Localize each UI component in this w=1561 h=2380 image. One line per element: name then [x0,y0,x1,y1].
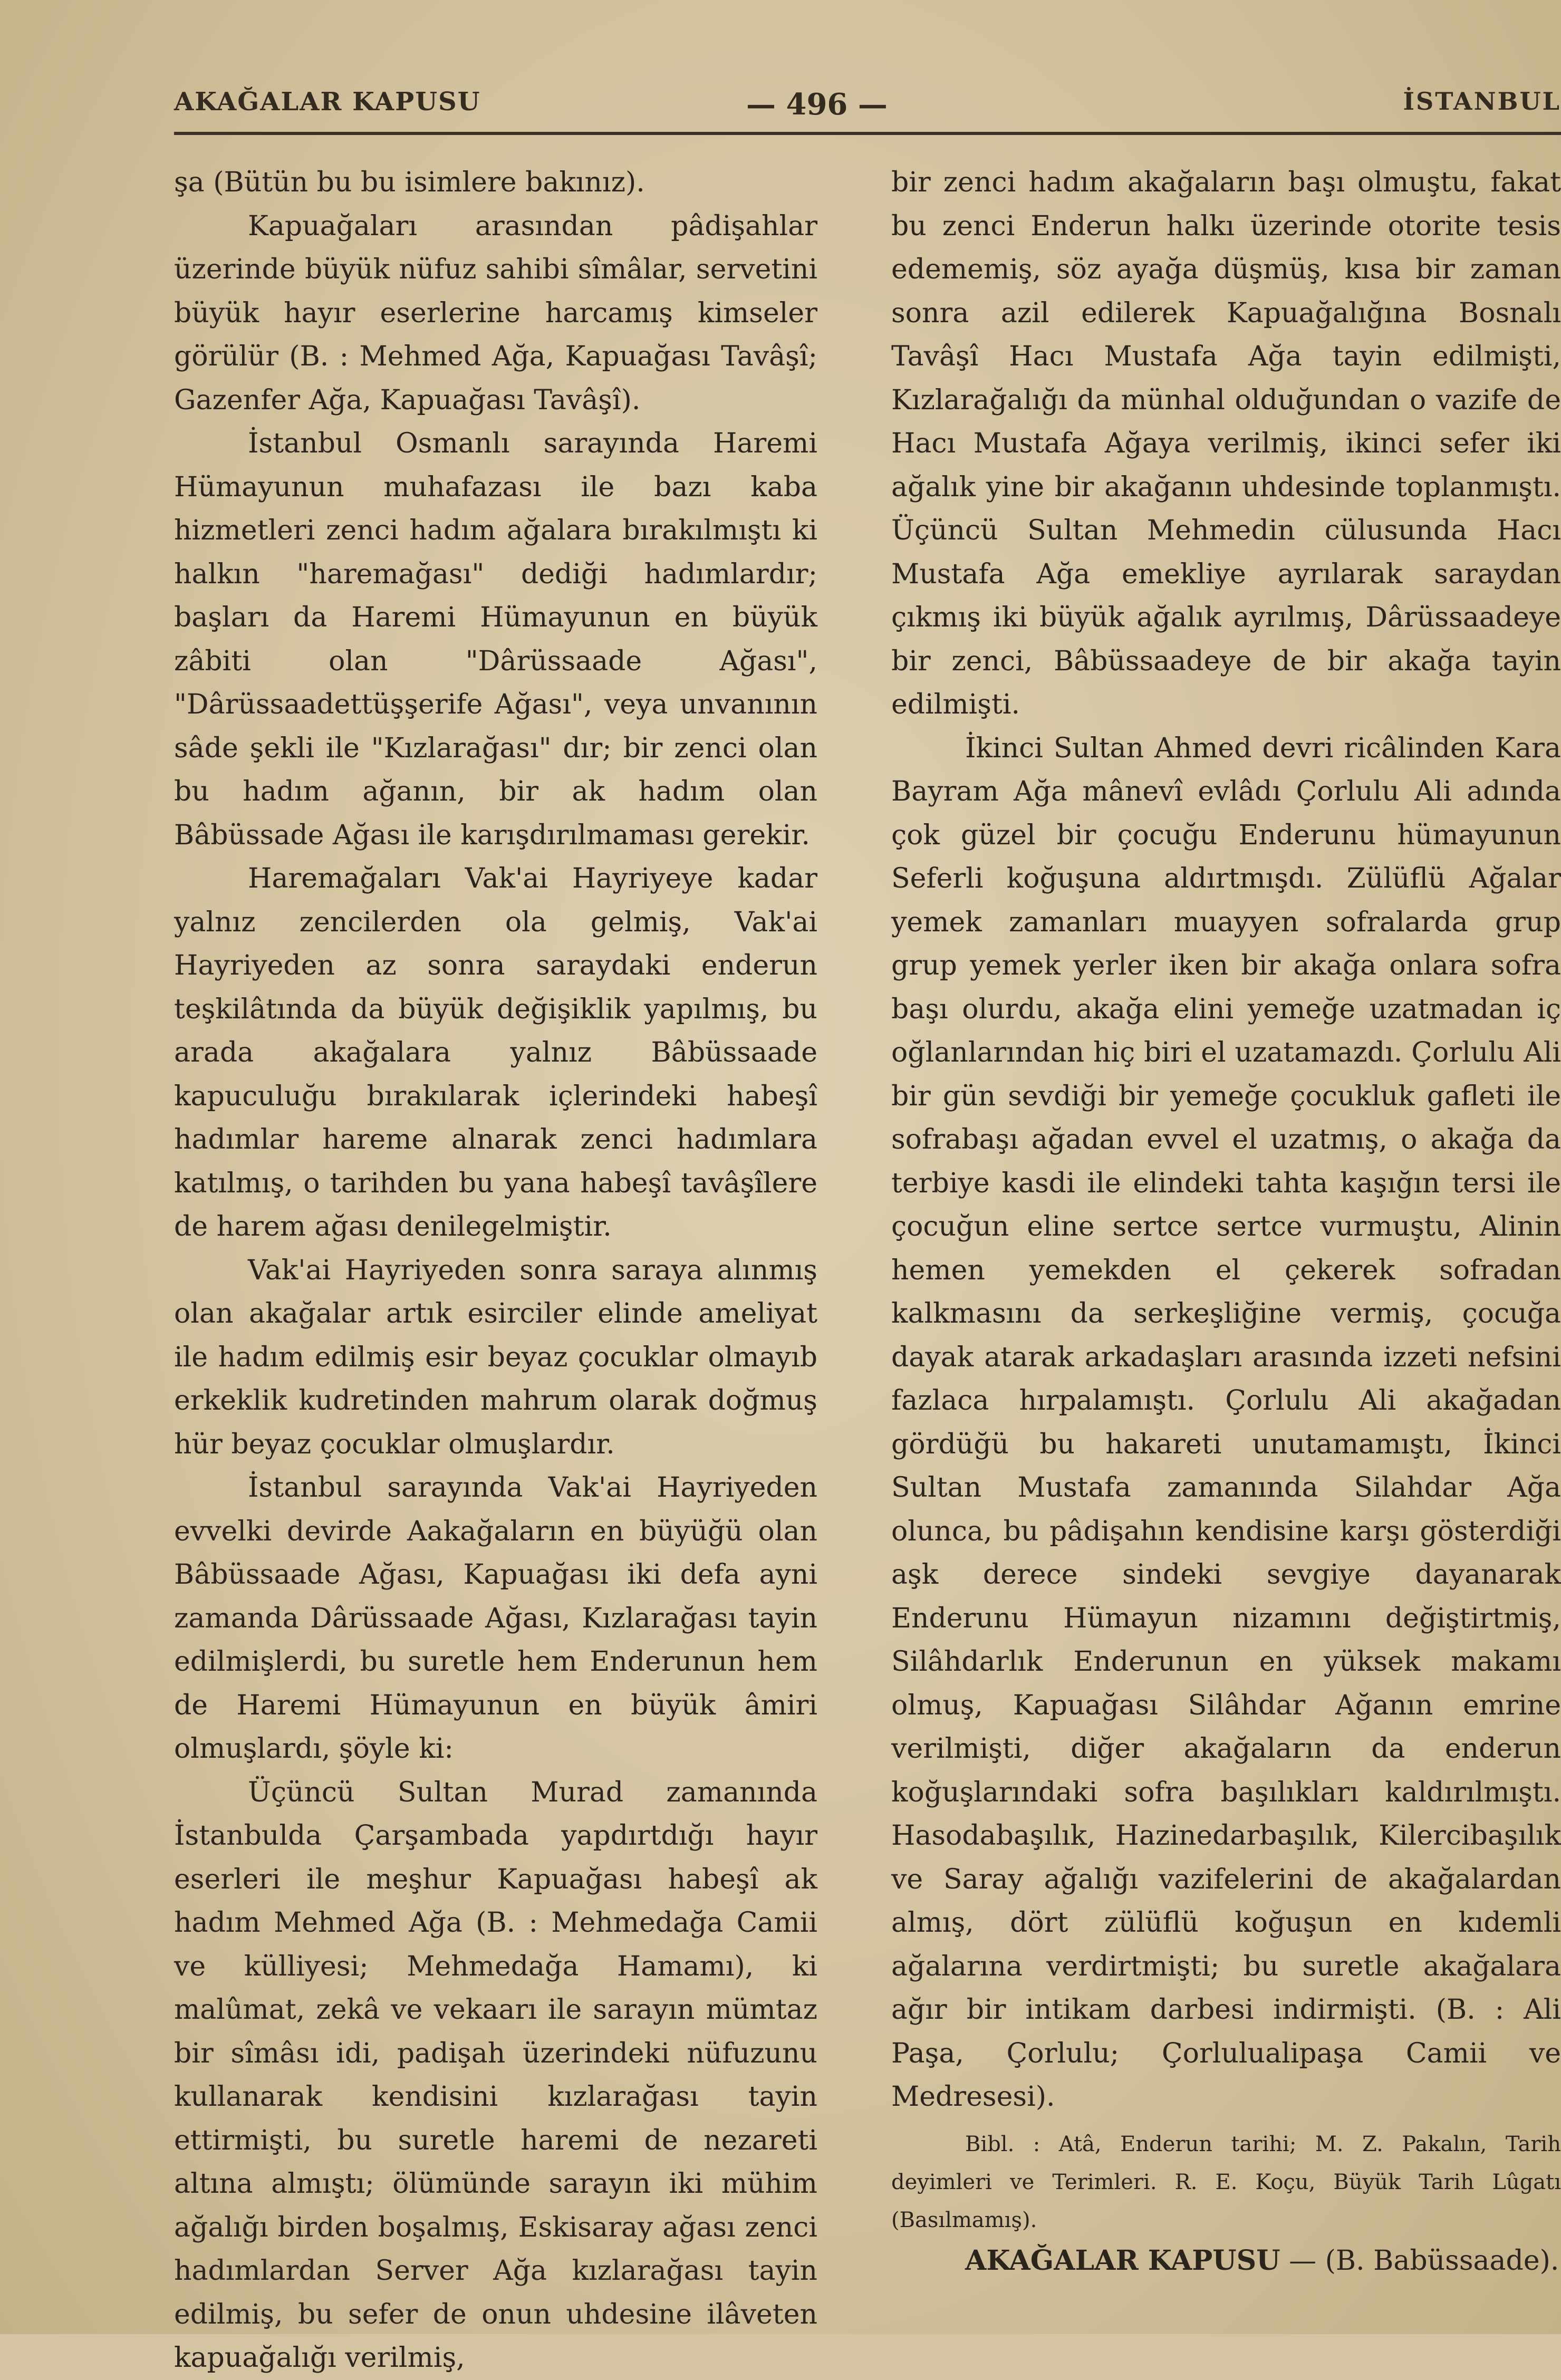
entry-text: — (B. Babüssaade). [1280,2244,1559,2277]
paragraph: şa (Bütün bu bu isimlere bakınız). [174,167,645,198]
entry-title: AKAĞALAR KAPUSU [965,2244,1280,2277]
running-head-right: İSTANBUL [1403,87,1561,115]
paragraph: İstanbul sarayında Vak'ai Hayriyeden evvelki devirde Aakağaların en büyüğü olan Bâbüssaade Ağası, Kapuağası iki defa ayni zamanda Dârüssaade Ağası, Kızlarağası tayin edilmişlerdi, bu suretle hem Enderunun hem de Haremi Hümayunun en büyük âmiri olmuşlardı, şöyle ki: [174,1472,817,1765]
page-number: — 496 — [746,87,888,122]
paragraph: Haremağaları Vak'ai Hayriyeye kadar yalnız zencilerden ola gelmiş, Vak'ai Hayriyeden az sonra saraydaki enderun teşkilâtında da büyük değişiklik yapılmış, bu arada akağalara yalnız Bâbüssaade kapuculuğu bırakılarak içlerindeki habeşî hadımlar hareme alnarak zenci hadımlara katılmış, o tarihden bu yana habeşî tavâşîlere de harem ağası denilegelmiştir. [174,863,817,1242]
paragraph: Kapuağaları arasından pâdişahlar üzerinde büyük nüfuz sahibi sîmâlar, servetini büyük hayır eserlerine harcamış kimseler görülür (B. : Mehmed Ağa, Kapuağası Tavâşî; Gazenfer Ağa, Kapuağası Tavâşî). [174,210,817,416]
paragraph: bir zenci hadım akağaların başı olmuştu, fakat bu zenci Enderun halkı üzerinde otorite tesis edememiş, söz ayağa düşmüş, kısa bir zaman sonra azil edilerek Kapuağalığına Bosnalı Tavâşî Hacı Mustafa Ağa tayin edilmişti, Kızlarağalığı da münhal olduğundan o vazife de Hacı Mustafa Ağaya verilmiş, ikinci sefer iki ağalık yine bir akağanın uhdesinde toplanmıştı. Üçüncü Sultan Mehmedin cülusunda Hacı Mustafa Ağa emekliye ayrılarak saraydan çıkmış iki büyük ağalık ayrılmış, Dârüssaadeye bir zenci, Bâbüssaadeye de bir akağa tayin edilmişti. [891,167,1561,720]
paragraph: İkinci Sultan Ahmed devri ricâlinden Kara Bayram Ağa mânevî evlâdı Çorlulu Ali adında çok güzel bir çocuğu Enderunu hümayunun Seferli koğuşuna aldırtmışdı. Zülüflü Ağalar yemek zamanları muayyen sofralarda grup grup yemek yerler iken bir akağa onlara sofra başı olurdu, akağa elini yemeğe uzatmadan iç oğlanlarından hiç biri el uzatamazdı. Çorlulu Ali bir gün sevdiği bir yemeğe çocukluk gafleti ile sofrabaşı ağadan evvel el uzatmış, o akağa da terbiye kasdi ile elindeki tahta kaşığın tersi ile çocuğun eline sertce sertce vurmuştu, Alinin hemen yemekden el çekerek sofradan kalkmasını da serkeşliğine vermiş, çocuğa dayak atarak arkadaşları arasında izzeti nefsini fazlaca hırpalamıştı. Çorlulu Ali akağadan gördüğü bu hakareti unutamamıştı, İkinci Sultan Mustafa zamanında Silahdar Ağa olunca, bu pâdişahın kendisine karşı gösterdiği aşk derece sindeki sevgiye dayanarak Enderunu Hümayun nizamını değiştirtmiş, Silâhdarlık Enderunun en yüksek makamı olmuş, Kapuağası Silâhdar Ağanın emrine verilmişti, diğer akağaların da enderun koğuşlarındaki sofra başılıkları kaldırılmıştı. Hasodabaşılık, Hazinedarbaşılık, Kilercibaşılık ve Saray ağalığı vazifelerini de akağalardan almış, dört zülüflü koğuşun en kıdemli ağalarına verdirtmişti; bu suretle akağalara ağır bir intikam darbesi indirmişti. (B. : Ali Paşa, Çorlulu; Çorlulualipaşa Camii ve Medresesi). [891,732,1561,2113]
paragraph: Üçüncü Sultan Murad zamanında İstanbulda Çarşambada yapdırtdığı hayır eserleri ile meşhur Kapuağası habeşî ak hadım Mehmed Ağa (B. : Mehmedağa Camii ve külliyesi; Mehmedağa Hamamı), ki malûmat, zekâ ve vekaarı ile sarayın mümtaz bir sîmâsı idi, padişah üzerindeki nüfuzunu kullanarak kendisini kızlarağası tayin ettirmişti, bu suretle haremi de nezareti altına almıştı; ölümünde sarayın iki mühim ağalığı birden boşalmış, Eskisaray ağası zenci hadımlardan Server Ağa kızlarağası tayin edilmiş, bu sefer de onun uhdesine ilâveten kapuağalığı verilmiş, [174,1776,817,2374]
page-header [174,87,1561,134]
entry [891,2239,1561,2283]
paragraph: Vak'ai Hayriyeden sonra saraya alınmış olan akağalar artık esirciler elinde ameliyat ile hadım edilmiş esir beyaz çocuklar olmayıb erkeklik kudretinden mahrum olarak doğmuş hür beyaz çocuklar olmuşlardır. [174,1254,817,1460]
bibliography: Bibl. : Atâ, Enderun tarihi; M. Z. Pakalın, Tarih deyimleri ve Terimleri. R. E. Koçu, Büyük Tarih Lûgatı (Basılmamış). [891,2132,1561,2232]
running-head-left: AKAĞALAR KAPUSU [174,87,481,117]
paragraph: İstanbul Osmanlı sarayında Haremi Hümayunun muhafazası ile bazı kaba hizmetleri zenci hadım ağalara bırakılmıştı ki halkın "haremağası" dediği hadımlardır; başları da Haremi Hümayunun en büyük zâbiti olan "Dârüssaade Ağası", "Dârüssaadettüşşerife Ağası", veya unvanının sâde şekli ile "Kızlarağası" dır; bir zenci olan bu hadım ağanın, bir ak hadım olan Bâbüssade Ağası ile karışdırılmaması gerekir. [174,428,817,851]
header-rule [174,132,1561,135]
left-column [174,161,817,2380]
right-column [891,161,1561,2282]
